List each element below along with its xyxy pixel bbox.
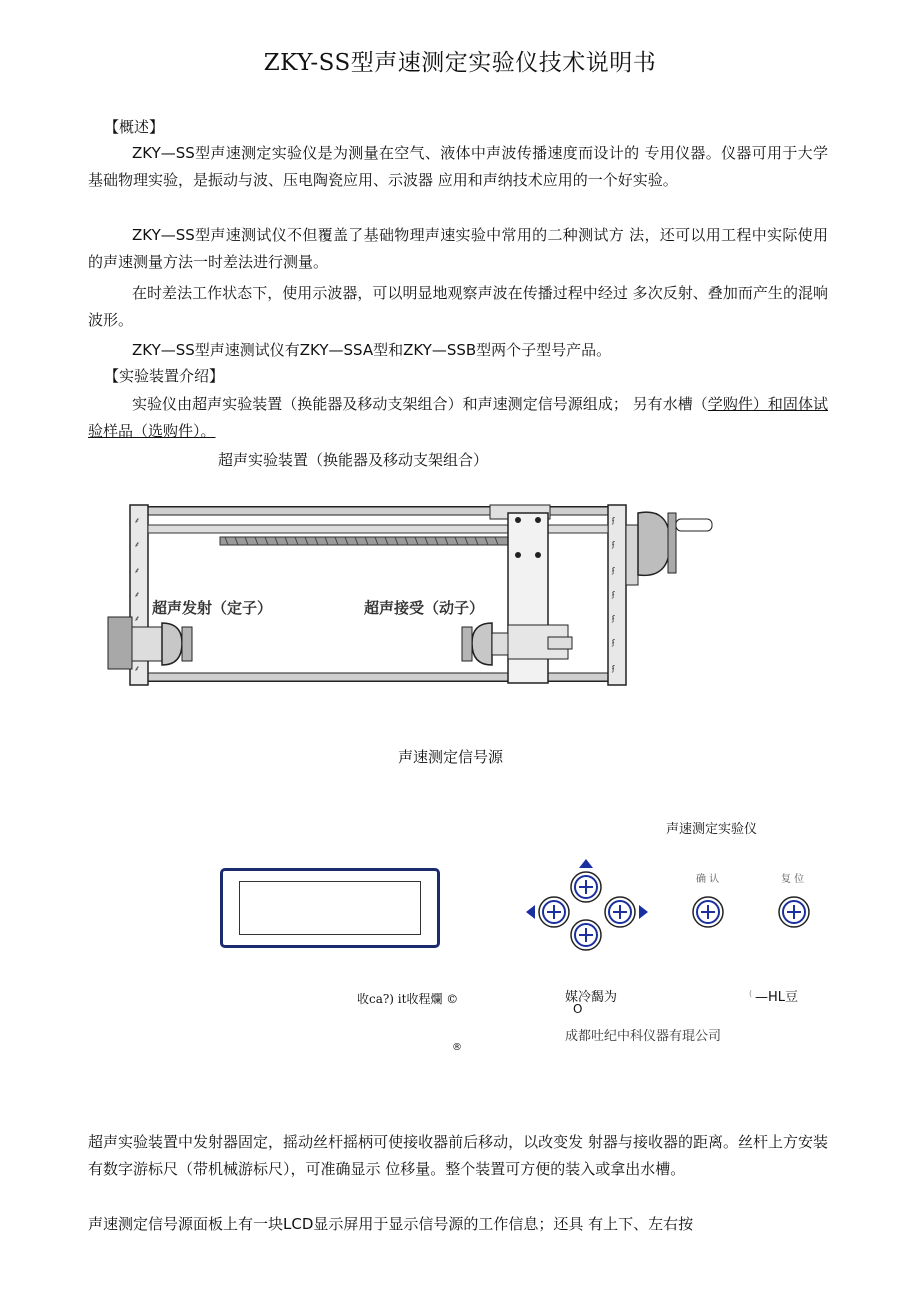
device-paragraph [88,391,828,445]
left-arrow-icon [526,905,535,919]
overview-paragraph-3: 在时差法工作状态下，使用示波器，可以明显地观察声波在传播过程中经过 多次反射、叠加而产生的混响波形。 [88,284,828,329]
panel-ocr-text-right-prefix: ( [749,989,753,998]
confirm-button[interactable] [693,897,723,927]
crank-hub [626,525,638,585]
panel-ocr-text-right: —HL豆 [755,990,799,1005]
crank-knob [638,512,670,575]
overview-paragraph-4: ZKY—SS型声速测试仪有ZKY—SSA型和ZKY—SSB型两个子型号产品。 [132,341,612,359]
body-paragraph-2: 声速测定信号源面板上有一块LCD显示屏用于显示信号源的工作信息；还具 有上下、左右按 [88,1215,694,1233]
transmitter-base [108,617,132,669]
page-title: ZKY-SS型声速测定实验仪技术说明书 [263,50,657,76]
device-heading: 【实验装置介绍】 [104,367,225,385]
body-paragraph-1-text: 超声实验装置中发射器固定，摇动丝杆摇柄可使接收器前后移动，以改变发 射器与接收器的距离。丝杆上方安装有数字游标尺（带机械游标尺），可准确显示 位移量。整个装置可方便的装入或拿出水槽。 [88,1133,828,1178]
up-button[interactable] [571,859,601,902]
svg-text:⸙: ⸙ [134,664,140,673]
svg-text:ʄ: ʄ [612,540,615,549]
reset-button[interactable] [779,897,809,927]
overview-paragraph-1: ZKY—SS型声速测定实验仪是为测量在空气、液体中声波传播速度而设计的 专用仪器。仪器可用于大学基础物理实验，是振动与波、压电陶瓷应用、示波器 应用和声纳技术应用的一个好实验。 [88,144,828,189]
svg-text:⸙: ⸙ [134,540,140,549]
receiver-label: 超声接受（动子） [364,599,485,617]
panel-ocr-text-left: 收ca?) it收程爛 © [357,992,459,1006]
svg-text:ʄ: ʄ [612,664,615,673]
svg-text:⸙: ⸙ [134,590,140,599]
device-paragraph-part-b: 学购件）和固体试验样品（选购件）。 [88,395,828,440]
up-arrow-icon [579,859,593,868]
transmitter-label: 超声发射（定子） [152,599,273,617]
panel-title: 声速测定实验仪 [666,822,758,837]
device-paragraph-part-a: 实验仪由超声实验装置（换能器及移动支架组合）和声速测定信号源组成； 另有水槽（ [132,395,708,413]
panel-company-name: 成都吐纪中科仪器有琨公司 [565,1029,722,1044]
svg-text:ʄ: ʄ [612,566,615,575]
transmitter-head [162,623,182,665]
panel-ocr-text-mid: 媒冷馤为 [565,990,618,1005]
lcd-display [220,868,440,948]
right-arrow-icon [639,905,648,919]
reset-button-label: 复 位 [781,874,805,885]
right-end-plate [608,505,626,685]
button-panel [520,855,820,955]
right-button[interactable] [605,897,648,927]
left-button[interactable] [526,897,569,927]
svg-text:ʄ: ʄ [612,638,615,647]
svg-text:⸙: ⸙ [134,566,140,575]
panel-ocr-text-mid-2: O [573,1002,583,1016]
registered-mark: ® [452,1042,462,1053]
svg-text:ʄ: ʄ [612,590,615,599]
figure-1-caption: 超声实验装置（换能器及移动支架组合） [218,451,489,469]
svg-text:⸙: ⸙ [134,614,140,623]
ultrasonic-apparatus-figure [100,495,730,695]
body-paragraph-1 [88,1129,828,1183]
confirm-button-label: 确 认 [696,874,720,885]
overview-heading: 【概述】 [104,118,165,136]
down-button[interactable] [571,920,601,950]
svg-text:ʄ: ʄ [612,614,615,623]
overview-paragraph-2: ZKY—SS型声速测试仪不但覆盖了基础物理声速实验中常用的二种测试方 法，还可以用工程中实际使用的声速测量方法一时差法进行测量。 [88,226,828,271]
svg-text:⸙: ⸙ [134,516,140,525]
crank-handle [676,519,712,531]
figure-2-caption: 声速测定信号源 [398,748,504,766]
receiver-head [472,623,492,665]
lcd-screen [239,881,421,935]
svg-text:ʄ: ʄ [612,516,615,525]
